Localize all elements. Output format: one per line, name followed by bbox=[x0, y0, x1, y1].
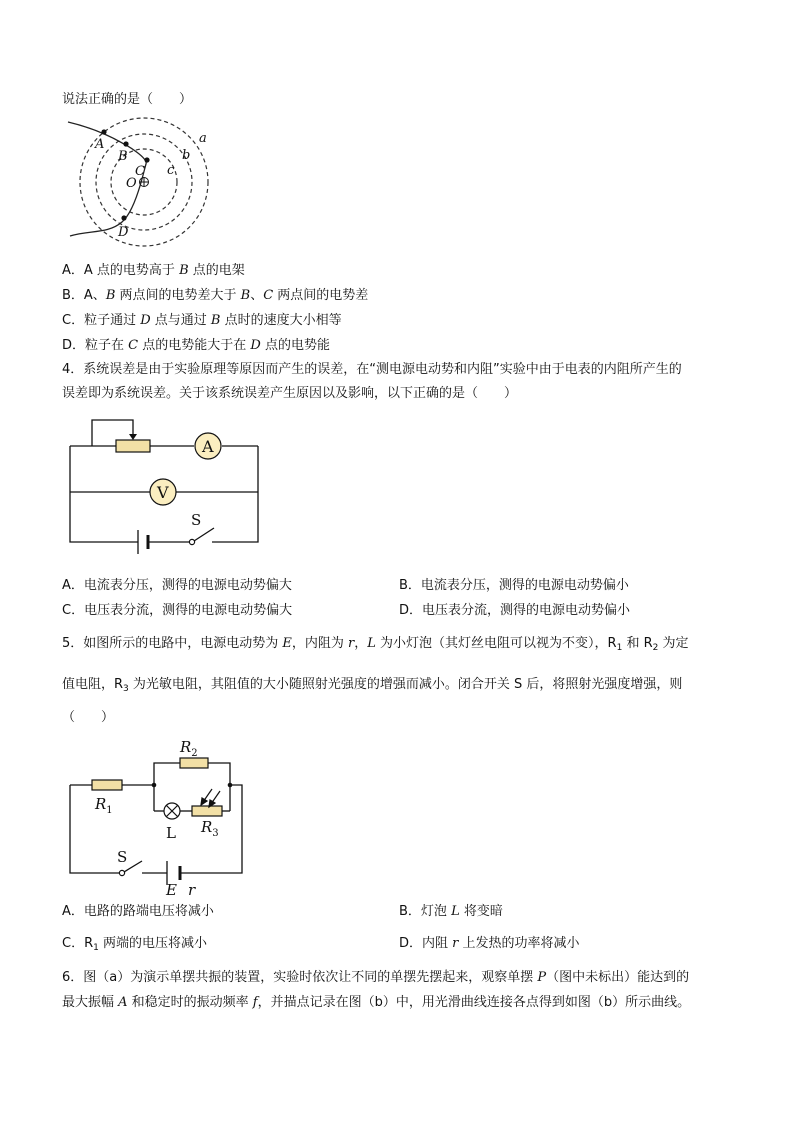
q5-option-b: B．灯泡 L 将变暗 bbox=[399, 904, 503, 919]
q3-option-a: A．A 点的电势高于 B 点的电架 bbox=[62, 263, 245, 278]
resistor-r2 bbox=[180, 758, 208, 768]
photoresistor-r3 bbox=[192, 806, 222, 816]
q5-option-c: C．$R_1$ 两端的电压将减小 bbox=[62, 936, 207, 953]
q5-option-a: A．电路的路端电压将减小 bbox=[62, 904, 214, 919]
ammeter-label: A bbox=[202, 437, 214, 456]
voltmeter-label: V bbox=[157, 483, 169, 502]
switch-label: S bbox=[191, 511, 202, 529]
q3-option-d: D．粒子在 C 点的电势能大于在 D 点的电势能 bbox=[62, 338, 330, 353]
q5-option-d: D．内阻 r 上发热的功率将减小 bbox=[399, 936, 580, 951]
light-arrows-icon bbox=[201, 789, 220, 807]
label-lamp: L bbox=[166, 824, 176, 842]
label-ring-b: b bbox=[182, 148, 191, 163]
q5-circuit-figure bbox=[62, 733, 257, 898]
q3-option-b: B．A、B 两点间的电势差大于 B、C 两点间的电势差 bbox=[62, 288, 369, 303]
rheostat bbox=[116, 440, 150, 452]
point-b bbox=[123, 141, 128, 146]
label-r1: $R_1$ bbox=[95, 795, 113, 816]
q6-stem-line2: 最大振幅 A 和稳定时的振动频率 f，并描点记录在图（b）中，用光滑曲线连接各点得到如图（b）所示曲线。 bbox=[62, 995, 691, 1010]
q4-stem-line1: 4．系统误差是由于实验原理等原因而产生的误差，在“测电源电动势和内阻”实验中由于电表的内阻所产生的 bbox=[62, 362, 682, 377]
label-ring-c: c bbox=[167, 163, 175, 178]
battery-symbol bbox=[138, 530, 148, 554]
label-b-point: B bbox=[118, 149, 128, 164]
label-r3: $R_3$ bbox=[201, 818, 219, 839]
q4-option-b: B．电流表分压，测得的电源电动势偏小 bbox=[399, 578, 629, 593]
lamp-l bbox=[164, 803, 180, 819]
label-emf: E bbox=[166, 881, 177, 899]
label-ring-a: a bbox=[199, 131, 207, 146]
point-d bbox=[121, 215, 126, 220]
label-a-point: A bbox=[95, 137, 105, 152]
q6-stem-line1: 6．图（a）为演示单摆共振的装置，实验时依次让不同的单摆先摆起来，观察单摆 P（图中未标出）能达到的 bbox=[62, 970, 690, 985]
q4-circuit-figure bbox=[62, 412, 267, 562]
point-a bbox=[101, 129, 106, 134]
junction-dots bbox=[152, 783, 233, 788]
q4-option-d: D．电压表分流，测得的电源电动势偏小 bbox=[399, 603, 631, 618]
q4-stem-line2: 误差即为系统误差。关于该系统误差产生原因以及影响，以下正确的是（ ） bbox=[62, 386, 518, 401]
label-switch: S bbox=[117, 848, 128, 866]
label-c-point: C bbox=[135, 164, 145, 179]
label-internal-resistance: r bbox=[188, 881, 196, 899]
point-c bbox=[144, 157, 149, 162]
q3-equipotential-figure bbox=[62, 118, 232, 250]
rheostat-slider-arrow bbox=[129, 434, 137, 440]
switch-s bbox=[189, 528, 214, 545]
resistor-r1 bbox=[92, 780, 122, 790]
q4-option-c: C．电压表分流，测得的电源电动势偏大 bbox=[62, 603, 293, 618]
q5-stem-line2: 值电阻，$R_3$ 为光敏电阻，其阻值的大小随照射光强度的增强而减小。闭合开关 S 后，将照射光强度增强，则 bbox=[62, 677, 683, 694]
q3-option-c: C．粒子通过 D 点与通过 B 点时的速度大小相等 bbox=[62, 313, 342, 328]
label-o-point: O bbox=[126, 176, 137, 191]
q3-intro: 说法正确的是（ ） bbox=[62, 92, 193, 107]
q5-stem-line1: 5．如图所示的电路中，电源电动势为 E，内阻为 r，L 为小灯泡（其灯丝电阻可以视为不变），$R_1$ 和 $R_2$ 为定 bbox=[62, 636, 689, 653]
q4-option-a: A．电流表分压，测得的电源电动势偏大 bbox=[62, 578, 292, 593]
label-r2: $R_2$ bbox=[180, 738, 198, 759]
q5-stem-line3: （ ） bbox=[62, 710, 115, 725]
label-d-point: D bbox=[118, 225, 129, 240]
